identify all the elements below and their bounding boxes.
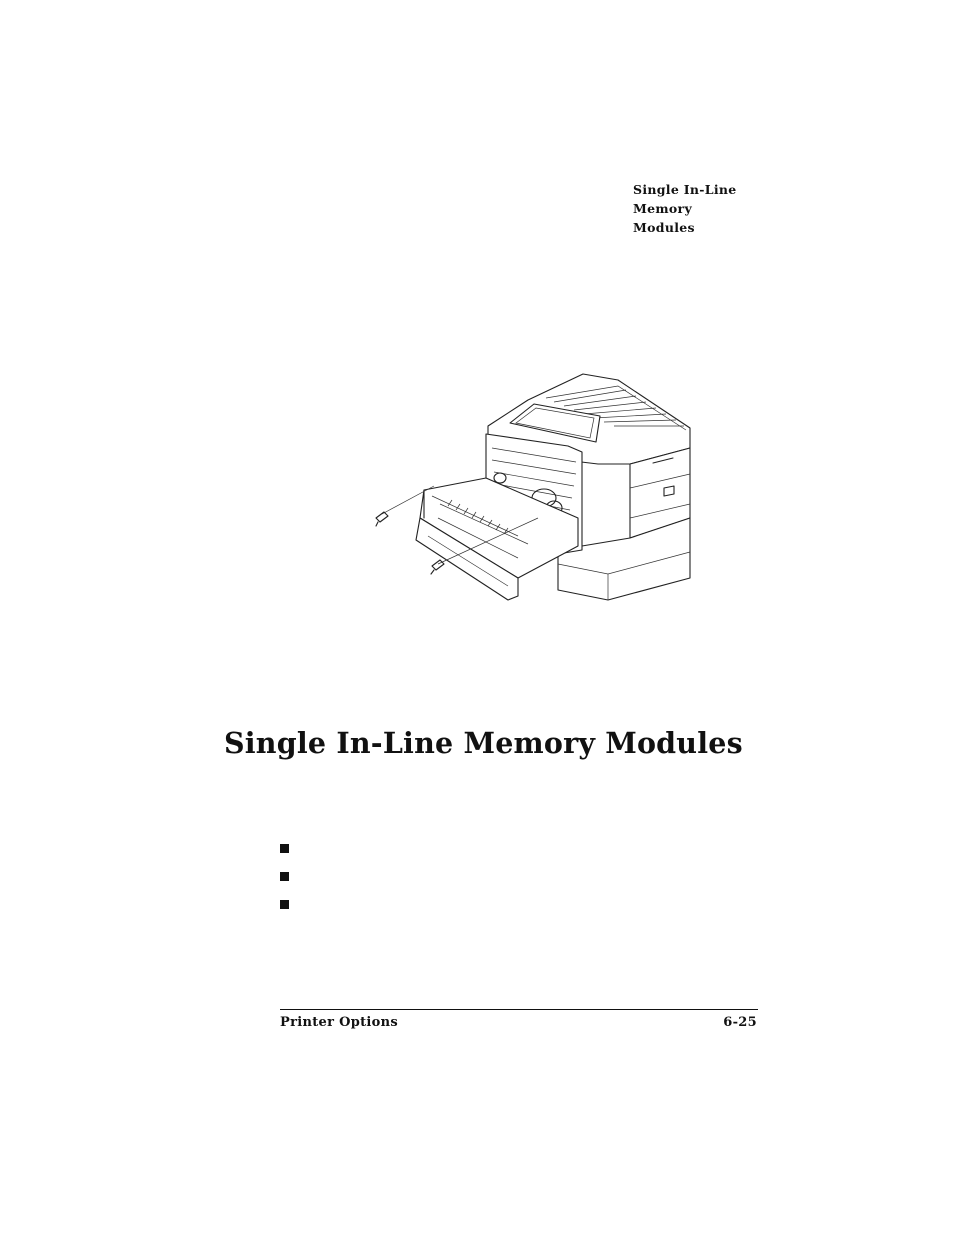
margin-heading-line-2: Memory	[633, 201, 693, 216]
bullet-list	[280, 844, 289, 928]
margin-heading-line-1: Single In-Line	[633, 182, 737, 197]
square-bullet-icon	[280, 900, 289, 909]
square-bullet-icon	[280, 872, 289, 881]
footer-chapter-title: Printer Options	[280, 1015, 398, 1030]
printer-drawing-icon	[368, 368, 698, 608]
footer-page-number: 6-25	[723, 1015, 757, 1030]
margin-heading	[633, 180, 773, 237]
printer-illustration	[368, 368, 698, 608]
section-title: Single In-Line Memory Modules	[224, 726, 743, 760]
square-bullet-icon	[280, 844, 289, 853]
margin-heading-line-3: Modules	[633, 220, 695, 235]
footer-divider	[280, 1009, 758, 1010]
